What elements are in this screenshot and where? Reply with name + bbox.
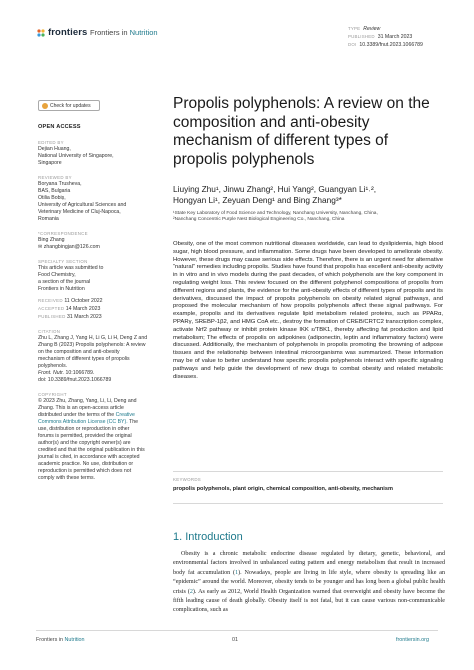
article-meta — [348, 25, 423, 50]
received-row — [38, 297, 150, 305]
copyright-label: COPYRIGHT — [38, 392, 67, 397]
check-updates-label: Check for updates — [50, 102, 91, 109]
doi-row — [348, 41, 423, 49]
citation-line: Zhang B (2023) Propolis polyphenols: A review — [38, 342, 146, 348]
copyright-line: author(s) and the copyright owner(s) are — [38, 440, 131, 446]
accepted-label: ACCEPTED — [38, 306, 65, 311]
footer-divider — [36, 630, 438, 631]
copyright-line — [38, 412, 150, 419]
author-list — [173, 184, 443, 206]
keywords-list: propolis polyphenols, plant origin, chemical composition, anti-obesity, mechanism — [173, 486, 393, 492]
specialty-line: Frontiers in Nutrition — [38, 286, 85, 292]
license-link[interactable]: Creative — [115, 412, 135, 418]
author-line[interactable]: Hongyan Li¹, Zeyuan Deng¹ and Bing Zhang³* — [173, 195, 342, 206]
copyright-line: comply with these terms. — [38, 475, 96, 481]
check-updates-icon — [42, 103, 48, 109]
article-sidebar — [38, 124, 150, 482]
specialty-line: This article was submitted to — [38, 265, 104, 271]
journal-prefix: Frontiers in — [90, 28, 130, 37]
published-label: PUBLISHED — [348, 34, 375, 40]
affiliation-line: ²Nanchang Concentric Purple Nest Biological Engineering Co., Nanchang, China — [173, 217, 345, 223]
intro-text: ). As early as 2012, World Health Organization warned that overweight and obesity have become the fifth leading cause of death globally. Obesity itself is not fatal, but it can cause various non-communicable complications, such as — [173, 588, 445, 614]
received-date: 11 October 2022 — [64, 298, 103, 304]
editor-line: Dejian Huang, — [38, 146, 71, 152]
received-label: RECEIVED — [38, 298, 63, 303]
article-title: Propolis polyphenols: A review on the composition and anti-obesity mechanism of different types of propolis polyphenols — [173, 95, 430, 168]
citation-line: Zhu L, Zhang J, Yang H, Li G, Li H, Deng Z and — [38, 335, 148, 341]
keywords-label: KEYWORDS — [173, 477, 202, 482]
frontiers-logo-text[interactable]: frontiers — [48, 27, 88, 38]
citation-line: mechanism of different types of propolis — [38, 356, 130, 362]
footer-journal — [36, 637, 85, 643]
doi-value[interactable]: 10.3389/fnut.2023.1066789 — [359, 42, 423, 49]
specialty-line: Food Chemistry, — [38, 272, 76, 278]
check-for-updates-button[interactable] — [38, 100, 100, 111]
reviewer-line: Romania — [38, 216, 59, 222]
keywords-divider — [173, 503, 443, 504]
reviewer-line: Boryana Trusheva, — [38, 181, 82, 187]
citation-journal-line — [38, 370, 150, 377]
footer-journal-prefix: Frontiers in — [36, 637, 65, 643]
specialty-label: SPECIALTY SECTION — [38, 259, 88, 264]
footer-journal-subject: Nutrition — [64, 637, 85, 643]
type-value: Review — [363, 26, 381, 32]
copyright-line: reproduction is permitted which does not — [38, 468, 132, 474]
citation-line: on the composition and anti-obesity — [38, 349, 120, 355]
published-label: PUBLISHED — [38, 314, 66, 319]
footer-site-link[interactable]: frontiersin.org — [396, 637, 429, 643]
intro-text: ). Nowadays, people are living in life style, where obesity is spreading like an “epidemic” around the world. Moreover, obesity tends to be younger and has long been a global public health crisis ( — [173, 569, 446, 595]
license-link[interactable]: Commons Attribution License (CC BY). — [38, 419, 128, 425]
accepted-date: 14 March 2023 — [65, 306, 101, 312]
citation-journal: Front. Nutr. — [38, 370, 65, 376]
type-label: TYPE — [348, 26, 361, 31]
correspondence-email[interactable]: ✉ zhangbingjan@126.com — [38, 244, 100, 250]
open-access-label: OPEN ACCESS — [38, 124, 81, 130]
doi-label: DOI — [348, 42, 357, 48]
citation-line: polyphenols. — [38, 363, 68, 369]
type-row — [348, 25, 423, 33]
published-date: 31 March 2023 — [67, 314, 102, 320]
frontiers-logo-icon — [36, 28, 46, 38]
edited-by-label: EDITED BY — [38, 140, 64, 145]
specialty-line: a section of the journal — [38, 279, 91, 285]
published-value: 31 March 2023 — [377, 34, 413, 41]
reviewed-by-label: REVIEWED BY — [38, 175, 72, 180]
copyright-line: forums is permitted, provided the original — [38, 433, 132, 439]
copyright-line: Zhang. This is an open-access article — [38, 405, 124, 411]
copyright-text: distributed under the terms of the — [38, 412, 115, 418]
abstract-text: Obesity, one of the most common nutritional diseases worldwide, can lead to dyslipidemia, high blood sugar, high blood pressure, and inflammation. Some drugs have been developed to ameliorate obesity. However, these drugs may cause serious side effects. Therefore, there is an urgent need for alternative “natural” remedies including propolis. Studies have found that propolis has excellent anti-obesity activity in in vitro and in vivo models during the past decades, of which polyphenols are the key component in regulating weight loss. This review focused on the different polyphenol compositions of propolis from different regions and plants, the evidence for the anti-obesity effects of different types of propolis and its derivatives, discussed the impact of propolis polyphenols on obesity related signal pathways, and proposed the molecular mechanism of how propolis polyphenols affect these signal pathways. For example, propolis and its derivatives regulate lipid metabolism related proteins, such as PPARα, PPARγ, SREBP-1β2, and HMG CoA etc., destroy the formation of CREB/CRTC2 transcription complex, activate Nrf2 pathway or inhibit protein kinase IKK ε/TBK1, thereby affecting fat production and lipid metabolism; The effects of propolis on adipokines (adiponectin, leptin and inflammatory factors) were discussed. Additionally, the mechanism of polyphenols in propolis promoting the browning of adipose tissues and the relationship between intestinal microorganisms was summarized. These information may be of value to better understand how specific propolis polyphenols interact with specific signaling pathways and help guide the development of new drugs to combat obesity and related metabolic diseases. — [173, 241, 443, 380]
author-line[interactable]: Liuying Zhu¹, Jinwu Zhang², Hui Yang², Guangyan Li¹˒², — [173, 184, 377, 194]
reviewer-line: BAS, Bulgaria — [38, 188, 71, 194]
keywords-divider — [173, 471, 443, 472]
reviewer-line: Otilia Bobiș, — [38, 195, 66, 201]
reviewer-line: University of Agricultural Sciences and — [38, 202, 127, 208]
accepted-row — [38, 305, 150, 313]
journal-subject: Nutrition — [129, 28, 158, 37]
reference-link[interactable]: 2 — [189, 588, 193, 595]
reference-link[interactable]: 1 — [235, 569, 239, 576]
published-row — [348, 33, 423, 41]
copyright-line — [38, 419, 150, 426]
journal-name[interactable] — [90, 28, 158, 37]
copyright-line: credited and that the original publication in this — [38, 447, 145, 453]
copyright-line: journal is cited, in accordance with accepted — [38, 454, 140, 460]
copyright-line: academic practice. No use, distribution or — [38, 461, 134, 467]
published-row — [38, 313, 150, 321]
editor-line: Singapore — [38, 160, 62, 166]
affiliations — [173, 211, 443, 223]
citation-doi[interactable]: doi: 10.3389/fnut.2023.1066789 — [38, 377, 112, 383]
copyright-line: use, distribution or reproduction in other — [38, 426, 130, 432]
copyright-line: © 2023 Zhu, Zhang, Yang, Li, Li, Deng and — [38, 398, 137, 404]
reviewer-line: Veterinary Medicine of Cluj-Napoca, — [38, 209, 121, 215]
intro-text: Obesity is a chronic metabolic endocrine disease regulated by dietary, genetic, behavioral, and environmental factors involved in unbalanced eating pattern and energy metabolism that result in increased body fat accumulation ( — [173, 551, 445, 576]
copyright-text: The — [129, 419, 138, 425]
citation-volume: 10:1066789. — [64, 370, 95, 376]
citation-label: CITATION — [38, 329, 61, 334]
page-number: 01 — [232, 637, 238, 643]
correspondence-label: *CORRESPONDENCE — [38, 231, 88, 236]
editor-line: National University of Singapore, — [38, 153, 114, 159]
affiliation-line: ¹State Key Laboratory of Food Science and Technology, Nanchang University, Nanchang, China, — [173, 211, 378, 216]
section-heading-introduction: 1. Introduction — [173, 531, 243, 543]
correspondence-name: Bing Zhang — [38, 237, 65, 243]
introduction-paragraph — [173, 550, 445, 616]
